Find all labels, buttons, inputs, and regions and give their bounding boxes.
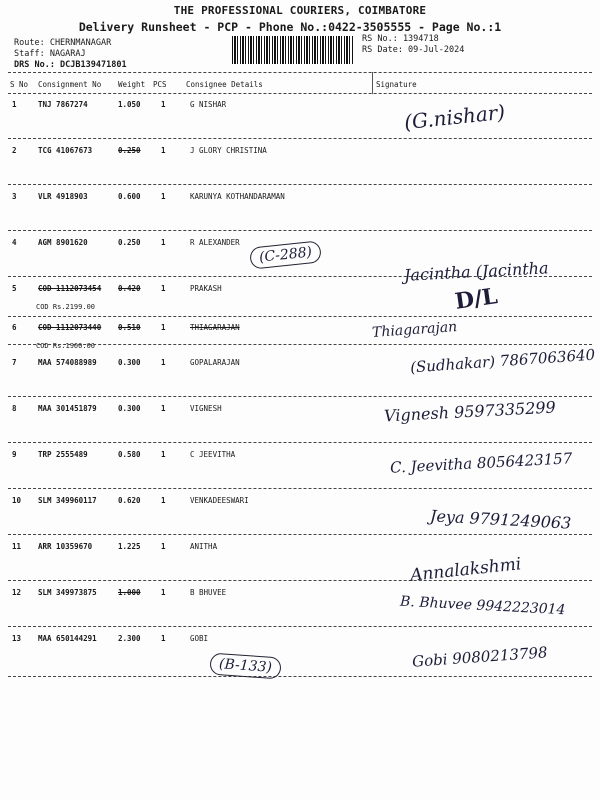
row-consignee: R ALEXANDER: [190, 238, 240, 247]
row-cod-amount: COD Rs.1900.00: [36, 342, 96, 350]
row-pcs: 1: [161, 192, 166, 201]
row-divider: [8, 534, 592, 535]
row-consignment-no: MAA 301451879: [38, 404, 97, 413]
row-pcs: 1: [161, 100, 166, 109]
row-pcs: 1: [161, 450, 166, 459]
handwritten-code-c288: (C-288): [249, 240, 322, 269]
row-weight: 0.510: [118, 323, 141, 332]
row-divider: [8, 488, 592, 489]
row-consignee: C JEEVITHA: [190, 450, 236, 459]
row-serial: 2: [12, 146, 17, 155]
signature-row-13: Gobi 9080213798: [411, 643, 549, 671]
row-weight: 1.000: [118, 588, 141, 597]
row-divider: [8, 316, 592, 317]
row-serial: 13: [12, 634, 22, 643]
row-consignee: J GLORY CHRISTINA: [190, 146, 267, 155]
row-consignee: PRAKASH: [190, 284, 222, 293]
col-header-signature: Signature: [376, 80, 417, 89]
row-pcs: 1: [161, 323, 166, 332]
row-pcs: 1: [161, 238, 166, 247]
row-consignment-no: SLM 349973875: [38, 588, 97, 597]
row-pcs: 1: [161, 588, 166, 597]
row-serial: 8: [12, 404, 17, 413]
signature-row-5: D/L: [453, 283, 500, 315]
col-header-weight: Weight: [118, 80, 146, 89]
handwritten-code-b133: (B-133): [209, 653, 281, 680]
col-header-consignment: Consignment No: [38, 80, 102, 89]
row-pcs: 1: [161, 542, 166, 551]
row-weight: 2.300: [118, 634, 141, 643]
row-divider: [8, 184, 592, 185]
document-title: THE PROFESSIONAL COURIERS, COIMBATORE: [173, 4, 427, 17]
row-consignee: THIAGARAJAN: [190, 323, 240, 332]
staff-label: Staff: NAGARAJ: [14, 49, 86, 59]
row-divider: [8, 676, 592, 677]
drs-number: DRS No.: DCJB139471801: [14, 60, 127, 70]
row-consignment-no: VLR 4918903: [38, 192, 88, 201]
table-top-border: [8, 72, 592, 73]
row-consignment-no: TNJ 7867274: [38, 100, 88, 109]
row-weight: 0.580: [118, 450, 141, 459]
row-consignment-no: MAA 574088989: [38, 358, 97, 367]
signature-row-1: (G.nishar): [403, 99, 507, 135]
col-header-pcs: PCS: [153, 80, 167, 89]
row-pcs: 1: [161, 634, 166, 643]
row-consignee: ANITHA: [190, 542, 218, 551]
row-consignment-no: COD 1112073440: [38, 323, 102, 332]
row-divider: [8, 138, 592, 139]
row-consignee: GOBI: [190, 634, 209, 643]
row-serial: 7: [12, 358, 17, 367]
signature-row-4: Jacintha (Jacintha: [403, 258, 549, 285]
document-subtitle: Delivery Runsheet - PCP - Phone No.:0422-3505555 - Page No.:1: [78, 20, 502, 34]
row-pcs: 1: [161, 146, 166, 155]
row-serial: 5: [12, 284, 17, 293]
row-consignment-no: AGM 8901620: [38, 238, 88, 247]
signature-row-6: Thiagarajan: [371, 319, 458, 341]
row-weight: 1.050: [118, 100, 141, 109]
row-divider: [8, 230, 592, 231]
col-header-sno: S No: [10, 80, 29, 89]
row-divider: [8, 626, 592, 627]
row-consignment-no: MAA 650144291: [38, 634, 97, 643]
row-pcs: 1: [161, 358, 166, 367]
row-serial: 4: [12, 238, 17, 247]
barcode-image: [232, 36, 354, 64]
row-divider: [8, 344, 592, 345]
row-divider: [8, 580, 592, 581]
row-consignee: VIGNESH: [190, 404, 222, 413]
row-divider: [8, 442, 592, 443]
row-consignment-no: COD 1112073454: [38, 284, 102, 293]
row-consignment-no: ARR 10359670: [38, 542, 93, 551]
row-consignee: GOPALARAJAN: [190, 358, 240, 367]
row-weight: 0.250: [118, 146, 141, 155]
row-weight: 0.600: [118, 192, 141, 201]
row-serial: 9: [12, 450, 17, 459]
signature-row-11: Annalakshmi: [409, 554, 523, 586]
row-consignment-no: TRP 2555489: [38, 450, 88, 459]
signature-row-9: C. Jeevitha 8056423157: [389, 449, 573, 477]
row-weight: 0.300: [118, 358, 141, 367]
table-header-border: [8, 93, 592, 94]
signature-row-10: Jeya 9791249063: [429, 506, 572, 533]
route-label: Route: CHERNMANAGAR: [14, 38, 112, 48]
signature-row-12: B. Bhuvee 9942223014: [399, 593, 566, 619]
row-consignment-no: SLM 349960117: [38, 496, 97, 505]
row-pcs: 1: [161, 284, 166, 293]
signature-column-divider: [372, 72, 373, 94]
row-weight: 0.620: [118, 496, 141, 505]
row-weight: 0.250: [118, 238, 141, 247]
row-pcs: 1: [161, 496, 166, 505]
row-consignee: G NISHAR: [190, 100, 227, 109]
row-consignee: VENKADEESWARI: [190, 496, 249, 505]
row-weight: 0.300: [118, 404, 141, 413]
row-divider: [8, 396, 592, 397]
signature-row-7: (Sudhakar) 7867063640: [409, 345, 596, 377]
row-consignee: B BHUVEE: [190, 588, 227, 597]
row-consignee: KARUNYA KOTHANDARAMAN: [190, 192, 285, 201]
row-serial: 12: [12, 588, 22, 597]
row-pcs: 1: [161, 404, 166, 413]
signature-row-8: Vignesh 9597335299: [383, 397, 557, 426]
rs-number: RS No.: 1394718: [362, 34, 439, 44]
row-serial: 11: [12, 542, 22, 551]
row-serial: 6: [12, 323, 17, 332]
row-consignment-no: TCG 41067673: [38, 146, 93, 155]
col-header-consignee: Consignee Details: [186, 80, 263, 89]
rs-date: RS Date: 09-Jul-2024: [362, 45, 465, 55]
row-serial: 1: [12, 100, 17, 109]
row-serial: 10: [12, 496, 22, 505]
row-weight: 1.225: [118, 542, 141, 551]
row-cod-amount: COD Rs.2199.00: [36, 303, 96, 311]
row-serial: 3: [12, 192, 17, 201]
row-weight: 0.420: [118, 284, 141, 293]
